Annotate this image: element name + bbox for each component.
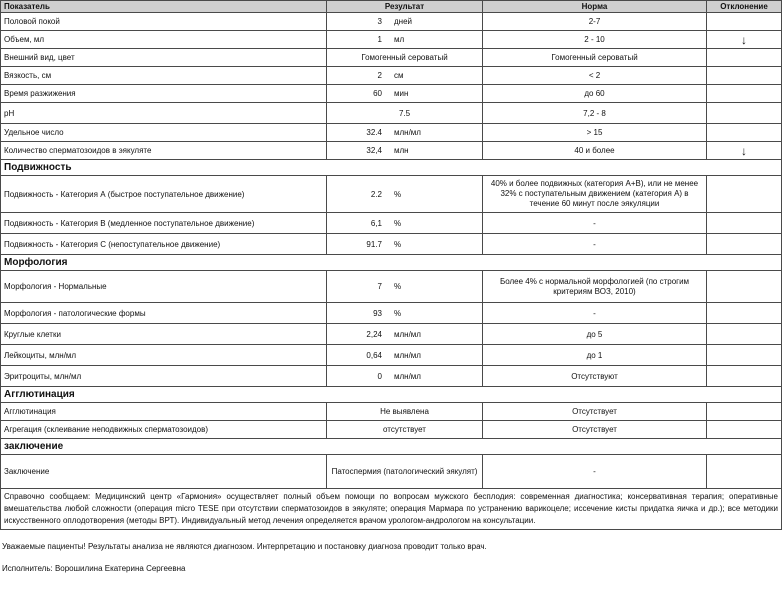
row-value: 2 [377,71,382,80]
row-deviation [707,345,782,366]
row-name: Подвижность - Категория А (быстрое поступательное движение) [1,176,327,213]
row-unit: % [394,282,402,291]
table-row [1,124,782,142]
row-unit: дней [394,17,413,26]
row-name: Подвижность - Категория В (медленное поступательное движение) [1,213,327,234]
header-result: Результат [327,1,483,13]
row-norm: до 60 [483,85,707,103]
row-norm: Отсутствуют [483,366,707,387]
row-norm: 2-7 [483,13,707,31]
section-title: Подвижность [1,160,782,176]
row-name: Агрегация (склеивание неподвижных сперматозоидов) [1,421,327,439]
row-deviation [707,85,782,103]
row-norm: 2 - 10 [483,31,707,49]
row-name: Вязкость, см [1,67,327,85]
row-value: 60 [373,89,382,98]
row-name: Круглые клетки [1,324,327,345]
row-name: Лейкоциты, млн/мл [1,345,327,366]
section-header-morphology [1,255,782,271]
table-row [1,234,782,255]
section-header-motility [1,160,782,176]
header-indicator: Показатель [1,1,327,13]
table-row [1,366,782,387]
row-value: 7 [377,282,382,291]
row-unit: % [394,189,402,199]
row-value: 0,64 [366,350,382,360]
row-deviation [707,303,782,324]
table-row [1,271,782,303]
row-name: Объем, мл [1,31,327,49]
row-value: 6,1 [370,218,382,228]
row-deviation [707,403,782,421]
row-norm: 7,2 - 8 [483,103,707,124]
row-value: 93 [373,308,382,318]
table-row [1,142,782,160]
row-name: Морфология - Нормальные [1,271,327,303]
row-value: 91.7 [366,239,382,249]
section-title: Агглютинация [1,387,782,403]
row-unit: сероватый [408,53,448,62]
row-value: 32.4 [366,128,382,137]
row-deviation [707,324,782,345]
row-deviation [707,124,782,142]
row-value: 7.5 [327,103,483,124]
table-row [1,455,782,489]
row-name: Заключение [1,455,327,489]
row-deviation [707,271,782,303]
row-unit: млн/мл [394,128,421,137]
row-norm: Отсутствует [483,403,707,421]
row-norm: - [483,455,707,489]
row-norm: > 15 [483,124,707,142]
row-name: Эритроциты, млн/мл [1,366,327,387]
row-norm: - [483,213,707,234]
row-deviation [707,103,782,124]
row-norm: - [483,303,707,324]
header-deviation: Отклонение [707,1,782,13]
note-row [1,489,782,530]
table-row [1,103,782,124]
row-name: Удельное число [1,124,327,142]
clinic-note: Справочно сообщаем: Медицинский центр «Гармония» осуществляет полный объем помощи по вопросам мужского бесплодия: современная диагностика; консервативная терапия; оперативные вмешательства любой сложности (операция micro TESE при отсутствии сперматозоидов в эякуляте; операция Мармара по устранению варикоцеле; иссечение кисты придатка яичка и др.); все методики искусственного оплодотворения (методы ВРТ). Индивидуальный метод лечения определяется врачом урологом-андрологом на консультации. [1,489,782,530]
row-value: 2,24 [366,329,382,339]
table-row [1,85,782,103]
header-norm: Норма [483,1,707,13]
row-name: Время разжижения [1,85,327,103]
row-deviation [707,234,782,255]
row-unit: млн/мл [394,371,421,381]
row-deviation [707,213,782,234]
down-arrow-icon: ↓ [707,31,782,49]
row-deviation [707,366,782,387]
row-unit: % [394,218,402,228]
row-norm: 40 и более [483,142,707,160]
row-norm: Отсутствует [483,421,707,439]
row-value: Не выявлена [327,403,483,421]
down-arrow-icon: ↓ [707,142,782,160]
table-row [1,13,782,31]
table-row [1,403,782,421]
row-value: 2.2 [370,189,382,199]
row-norm: < 2 [483,67,707,85]
row-norm: Гомогенный сероватый [483,49,707,67]
row-norm: до 1 [483,345,707,366]
row-unit: мин [394,89,409,98]
section-title: заключение [1,439,782,455]
table-row [1,345,782,366]
row-deviation [707,176,782,213]
disclaimer-text: Уважаемые пациенты! Результаты анализа не являются диагнозом. Интерпретацию и постановку диагноза проводит только врач. [2,542,487,551]
row-norm: - [483,234,707,255]
row-deviation [707,421,782,439]
table-row [1,324,782,345]
row-norm: 40% и более подвижных (категория А+В), или не менее 32% с поступательным движением (категория А) в течение 60 минут после эякуляции [483,176,707,213]
row-name: Агглютинация [1,403,327,421]
row-name: Внешний вид, цвет [1,49,327,67]
row-name: pH [1,103,327,124]
row-name: Количество сперматозоидов в эякуляте [1,142,327,160]
table-row [1,213,782,234]
section-title: Морфология [1,255,782,271]
row-value: Гомогенный [361,53,406,62]
row-name: Подвижность - Категория С (непоступательное движение) [1,234,327,255]
conclusion-result: Патоспермия (патологический эякулят) [327,455,483,489]
row-value: 32,4 [366,146,382,155]
row-deviation [707,13,782,31]
row-value: 0 [377,371,382,381]
table-row [1,303,782,324]
table-row [1,421,782,439]
row-unit: мл [394,35,405,44]
row-deviation [707,49,782,67]
row-unit: млн [394,146,409,155]
row-unit: см [394,71,404,80]
table-row [1,67,782,85]
row-value: 1 [377,35,382,44]
table-row [1,49,782,67]
section-header-conclusion [1,439,782,455]
row-name: Морфология - патологические формы [1,303,327,324]
row-norm: до 5 [483,324,707,345]
executor-text: Исполнитель: Ворошилина Екатерина Сергеевна [2,564,186,573]
row-unit: % [394,239,402,249]
row-unit: млн/мл [394,350,421,360]
table-row [1,31,782,49]
table-row [1,176,782,213]
section-header-agglutination [1,387,782,403]
row-value: 3 [377,17,382,26]
row-name: Половой покой [1,13,327,31]
row-unit: % [394,308,402,318]
row-unit: млн/мл [394,329,421,339]
row-value: отсутствует [327,421,483,439]
row-deviation [707,67,782,85]
row-norm: Более 4% с нормальной морфологией (по строгим критериям ВОЗ, 2010) [483,271,707,303]
header-row [1,1,782,13]
